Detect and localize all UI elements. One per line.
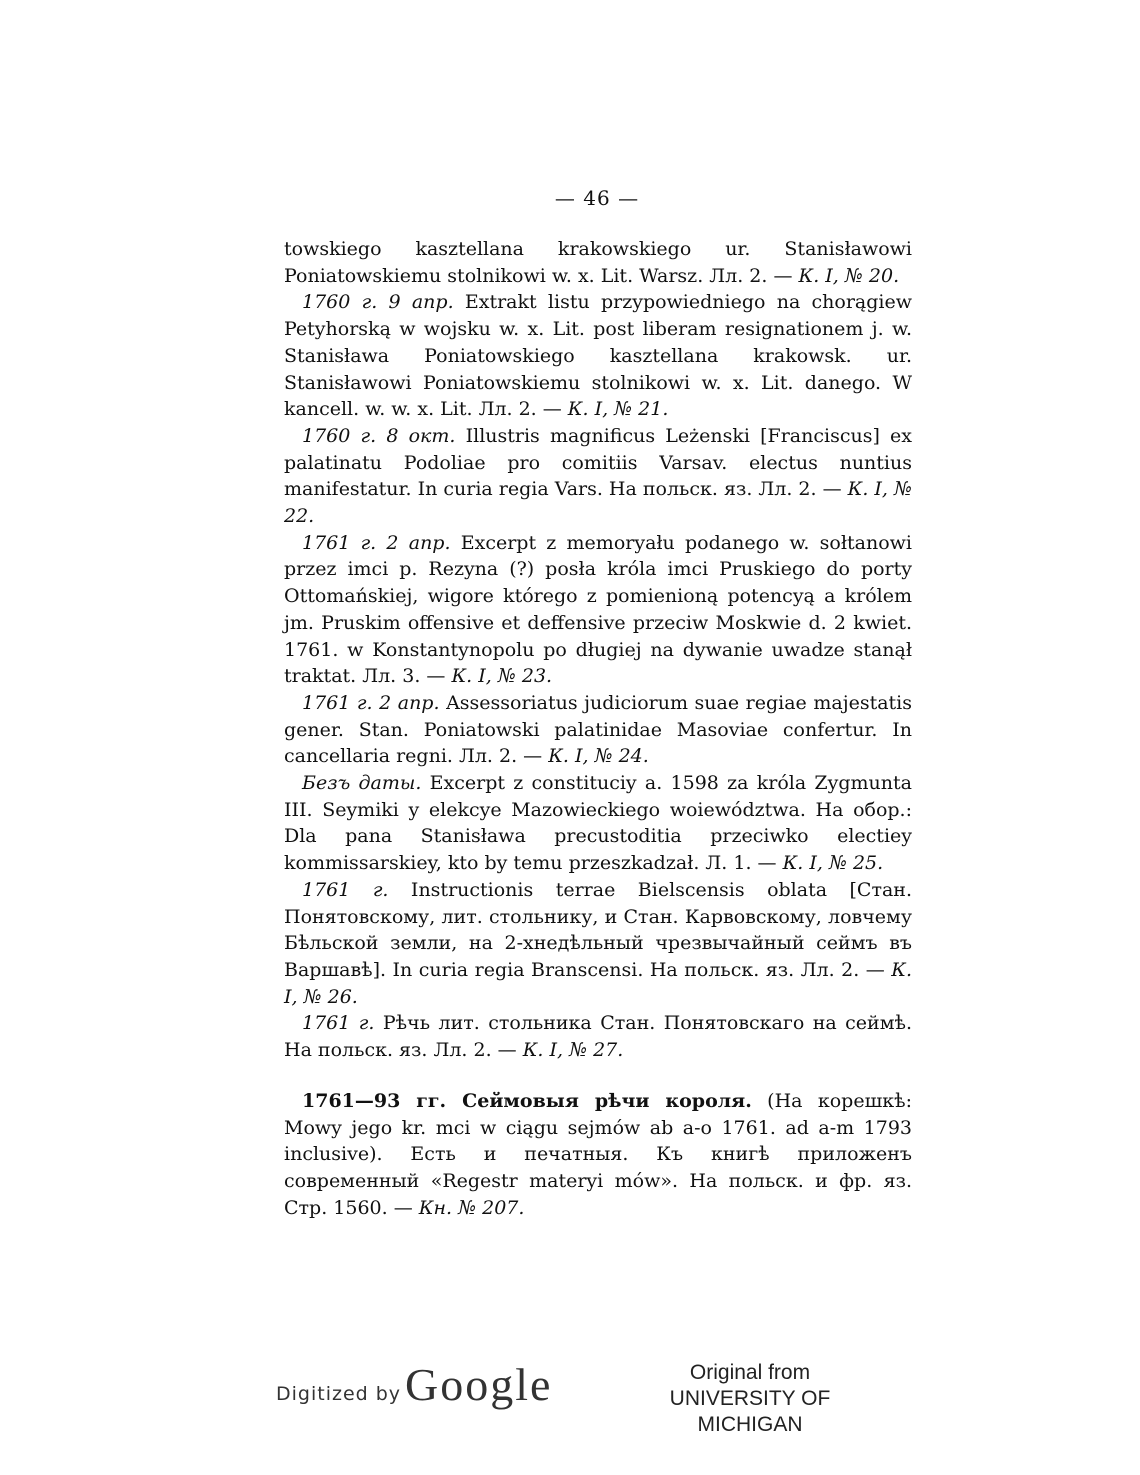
entry-date: 1761 г. 2 апр. — [302, 691, 440, 714]
entry-date: 1761 г. — [302, 878, 389, 901]
entry — [284, 1010, 912, 1063]
entry-date: 1760 г. 8 окт. — [302, 424, 456, 447]
entry-reference: К. I, № 24. — [548, 745, 649, 768]
entry-text: Illustris magnificus Leżenski [Franciscus] ex palatinatu Podoliae pro comitiis Varsav. electus nuntius manifestatur. In curia regia Vars. На польск. яз. Лл. 2. — — [284, 424, 912, 501]
entry — [284, 423, 912, 530]
entry — [284, 877, 912, 1011]
entry-date: 1761 г. — [302, 1012, 375, 1035]
source-attribution — [620, 1360, 880, 1438]
entry-reference: К. I, № 26. — [284, 958, 912, 1008]
document-body — [284, 236, 912, 1221]
entry — [284, 690, 912, 770]
entry-reference: К. I, № 27. — [522, 1039, 624, 1062]
entry-reference: К. I, № 25. — [782, 852, 884, 875]
university-label: UNIVERSITY OF MICHIGAN — [669, 1387, 831, 1436]
entry-text: towskiego kasztellana krakowskiego ur. Stanisławowi Poniatowskiemu stolnikowi w. x. Lit. Warsz. Лл. 2. — — [284, 238, 912, 287]
original-from-label: Original from — [689, 1361, 811, 1384]
section-entry — [284, 1088, 912, 1222]
page-number: — 46 — — [554, 186, 640, 210]
entry-reference: Кн. № 207. — [418, 1196, 525, 1219]
entry-date: 1760 г. 9 апр. — [302, 291, 454, 314]
entry — [284, 530, 912, 690]
entry-text: Extrakt listu przypowiedniego na chorągiew Petyhorską w wojsku w. x. Lit. post liberam resignationem j. w. Stanisława Poniatowskiego kasztellana krakowsk. ur. Stanisławowi Poniatowskiemu stolnikowi w. x. Lit. danego. W kancell. w. w. x. Lit. Лл. 2. — — [284, 291, 912, 421]
entry-reference: К. I, № 23. — [451, 665, 553, 688]
entry — [284, 289, 912, 423]
entry-text: Excerpt z memoryału podanego w. sołtanowi przez imci p. Rezyna (?) posła króla imci Pruskiego do porty Ottomańskiej, wigore którego z pomienioną potencyą a królem jm. Pruskim offensive et deffensive przeciw Moskwie d. 2 kwiet. 1761. w Konstantynopolu po długiej na dywanie uwadze stanął traktat. Лл. 3. — — [284, 531, 913, 688]
section-heading: 1761—93 гг. Сеймовыя рѣчи короля. — [302, 1089, 752, 1112]
entry-text: (На корешкѣ: Mowy jego kr. mci w ciągu sejmów ab a-o 1761. ad a-m 1793 inclusive). Есть и печатныя. Къ книгѣ приложенъ современный «Regestr materyi mów». На польск. и фр. яз. Стр. 1560. — — [284, 1089, 912, 1219]
digitized-by-label: Digitized by — [276, 1383, 402, 1405]
entry-text: Excerpt z constituciy a. 1598 za króla Zygmunta III. Seymiki y elekcye Mazowieckiego woiewództwa. На обор.: Dla pana Stanisława precustoditia przeciwko electiey kommissarskiey, kto by temu przeszkadzał. Л. 1. — — [284, 772, 912, 875]
entry-text: Рѣчь лит. стольника Стан. Понятовскаго на сеймѣ. На польск. яз. Лл. 2. — — [284, 1012, 912, 1062]
entry-date: Безъ даты. — [302, 772, 422, 795]
google-logo: Google — [405, 1359, 553, 1410]
entry — [284, 770, 912, 877]
entry-continuation — [284, 236, 912, 289]
entry-reference: К. I, № 22. — [284, 478, 912, 528]
entry-text: Assessoriatus judiciorum suae regiae majestatis gener. Stan. Poniatowski palatinidae Masoviae confertur. In cancellaria regni. Лл. 2. — — [284, 691, 912, 768]
entry-reference: К. I, № 21. — [567, 398, 669, 421]
digitized-by-google-watermark — [276, 1358, 552, 1414]
entry-reference: К. I, № 20. — [798, 264, 900, 287]
entry-text: Instructionis terrae Bielscensis oblata [Стан. Понятовскому, лит. стольнику, и Стан. Карвовскому, ловчему Бѣльской земли, на 2-хнедѣльный чрезвычайный сеймъ въ Варшавѣ]. In curia regia Branscensi. На польск. яз. Лл. 2. — — [284, 878, 912, 981]
entry-date: 1761 г. 2 апр. — [302, 531, 451, 554]
